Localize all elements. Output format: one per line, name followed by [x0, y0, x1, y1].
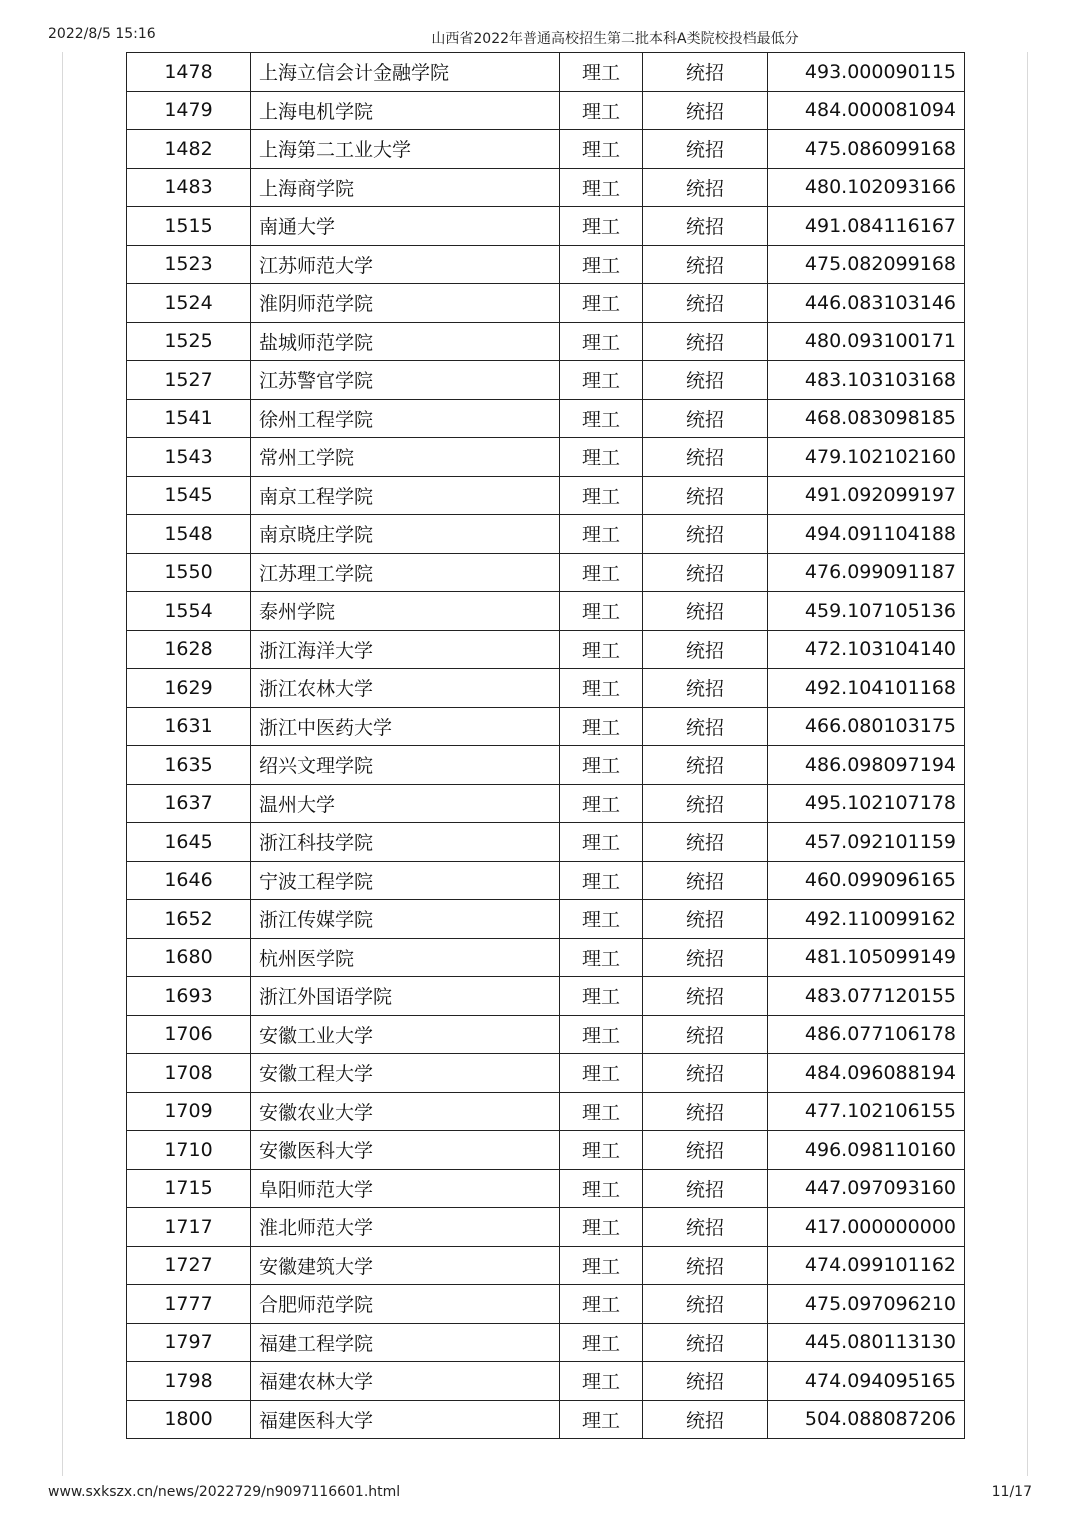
category-cell: 理工: [560, 1054, 643, 1093]
school-name-cell: 泰州学院: [251, 592, 560, 631]
category-cell: 理工: [560, 592, 643, 631]
min-score-cell: 492.104101168: [768, 669, 965, 708]
school-code-cell: 1482: [127, 130, 251, 169]
school-code-cell: 1483: [127, 168, 251, 207]
category-cell: 理工: [560, 1323, 643, 1362]
admission-type-cell: 统招: [643, 53, 768, 92]
school-name-cell: 江苏警官学院: [251, 361, 560, 400]
min-score-cell: 480.093100171: [768, 322, 965, 361]
school-name-cell: 温州大学: [251, 784, 560, 823]
school-name-cell: 宁波工程学院: [251, 861, 560, 900]
table-row: [127, 438, 965, 477]
admission-type-cell: 统招: [643, 438, 768, 477]
table-row: [127, 1285, 965, 1324]
table-row: [127, 53, 965, 92]
table-row: [127, 130, 965, 169]
school-code-cell: 1554: [127, 592, 251, 631]
table-row: [127, 1362, 965, 1401]
min-score-cell: 445.080113130: [768, 1323, 965, 1362]
school-name-cell: 合肥师范学院: [251, 1285, 560, 1324]
min-score-cell: 477.102106155: [768, 1092, 965, 1131]
school-code-cell: 1479: [127, 91, 251, 130]
admission-type-cell: 统招: [643, 207, 768, 246]
page-border-left: [62, 52, 63, 1476]
school-name-cell: 上海第二工业大学: [251, 130, 560, 169]
school-code-cell: 1709: [127, 1092, 251, 1131]
category-cell: 理工: [560, 91, 643, 130]
school-name-cell: 浙江海洋大学: [251, 630, 560, 669]
min-score-cell: 495.102107178: [768, 784, 965, 823]
table-row: [127, 1015, 965, 1054]
category-cell: 理工: [560, 438, 643, 477]
admission-type-cell: 统招: [643, 1169, 768, 1208]
school-code-cell: 1628: [127, 630, 251, 669]
table-row: [127, 515, 965, 554]
school-code-cell: 1706: [127, 1015, 251, 1054]
school-name-cell: 常州工学院: [251, 438, 560, 477]
category-cell: 理工: [560, 1015, 643, 1054]
admission-type-cell: 统招: [643, 1054, 768, 1093]
school-code-cell: 1543: [127, 438, 251, 477]
category-cell: 理工: [560, 900, 643, 939]
school-code-cell: 1710: [127, 1131, 251, 1170]
table-row: [127, 553, 965, 592]
admission-type-cell: 统招: [643, 322, 768, 361]
school-name-cell: 安徽工程大学: [251, 1054, 560, 1093]
table-row: [127, 284, 965, 323]
school-code-cell: 1525: [127, 322, 251, 361]
admission-type-cell: 统招: [643, 1246, 768, 1285]
admission-type-cell: 统招: [643, 630, 768, 669]
school-code-cell: 1797: [127, 1323, 251, 1362]
school-code-cell: 1717: [127, 1208, 251, 1247]
category-cell: 理工: [560, 1208, 643, 1247]
admission-type-cell: 统招: [643, 669, 768, 708]
min-score-cell: 474.094095165: [768, 1362, 965, 1401]
admission-type-cell: 统招: [643, 553, 768, 592]
min-score-cell: 484.000081094: [768, 91, 965, 130]
category-cell: 理工: [560, 1092, 643, 1131]
category-cell: 理工: [560, 322, 643, 361]
min-score-cell: 492.110099162: [768, 900, 965, 939]
category-cell: 理工: [560, 630, 643, 669]
min-score-cell: 483.103103168: [768, 361, 965, 400]
category-cell: 理工: [560, 53, 643, 92]
school-name-cell: 浙江农林大学: [251, 669, 560, 708]
school-code-cell: 1798: [127, 1362, 251, 1401]
school-name-cell: 浙江外国语学院: [251, 977, 560, 1016]
table-row: [127, 1131, 965, 1170]
category-cell: 理工: [560, 245, 643, 284]
category-cell: 理工: [560, 977, 643, 1016]
school-name-cell: 福建农林大学: [251, 1362, 560, 1401]
school-code-cell: 1524: [127, 284, 251, 323]
min-score-cell: 479.102102160: [768, 438, 965, 477]
table-row: [127, 746, 965, 785]
admission-type-cell: 统招: [643, 1285, 768, 1324]
table-row: [127, 207, 965, 246]
school-name-cell: 安徽医科大学: [251, 1131, 560, 1170]
min-score-cell: 459.107105136: [768, 592, 965, 631]
category-cell: 理工: [560, 130, 643, 169]
admission-type-cell: 统招: [643, 1208, 768, 1247]
admission-type-cell: 统招: [643, 592, 768, 631]
category-cell: 理工: [560, 861, 643, 900]
table-row: [127, 1092, 965, 1131]
category-cell: 理工: [560, 1246, 643, 1285]
category-cell: 理工: [560, 938, 643, 977]
admission-type-cell: 统招: [643, 515, 768, 554]
page-number: 11/17: [991, 1484, 1032, 1500]
category-cell: 理工: [560, 515, 643, 554]
school-code-cell: 1693: [127, 977, 251, 1016]
table-row: [127, 630, 965, 669]
category-cell: 理工: [560, 669, 643, 708]
admission-type-cell: 统招: [643, 284, 768, 323]
min-score-cell: 480.102093166: [768, 168, 965, 207]
school-name-cell: 绍兴文理学院: [251, 746, 560, 785]
min-score-cell: 504.088087206: [768, 1400, 965, 1439]
table-row: [127, 861, 965, 900]
table-row: [127, 476, 965, 515]
school-code-cell: 1652: [127, 900, 251, 939]
admission-type-cell: 统招: [643, 938, 768, 977]
category-cell: 理工: [560, 823, 643, 862]
school-name-cell: 安徽工业大学: [251, 1015, 560, 1054]
school-name-cell: 安徽建筑大学: [251, 1246, 560, 1285]
admission-type-cell: 统招: [643, 130, 768, 169]
school-code-cell: 1631: [127, 707, 251, 746]
admission-type-cell: 统招: [643, 1362, 768, 1401]
table-row: [127, 784, 965, 823]
admission-type-cell: 统招: [643, 1131, 768, 1170]
school-code-cell: 1523: [127, 245, 251, 284]
school-name-cell: 福建工程学院: [251, 1323, 560, 1362]
min-score-cell: 460.099096165: [768, 861, 965, 900]
admission-type-cell: 统招: [643, 476, 768, 515]
category-cell: 理工: [560, 1131, 643, 1170]
admission-type-cell: 统招: [643, 861, 768, 900]
category-cell: 理工: [560, 207, 643, 246]
school-code-cell: 1527: [127, 361, 251, 400]
category-cell: 理工: [560, 707, 643, 746]
document-title: 山西省2022年普通高校招生第二批本科A类院校投档最低分: [431, 31, 799, 47]
category-cell: 理工: [560, 746, 643, 785]
min-score-cell: 466.080103175: [768, 707, 965, 746]
table-row: [127, 168, 965, 207]
school-code-cell: 1629: [127, 669, 251, 708]
admission-type-cell: 统招: [643, 1015, 768, 1054]
table-row: [127, 399, 965, 438]
school-name-cell: 盐城师范学院: [251, 322, 560, 361]
school-code-cell: 1545: [127, 476, 251, 515]
school-code-cell: 1680: [127, 938, 251, 977]
category-cell: 理工: [560, 168, 643, 207]
school-name-cell: 浙江中医药大学: [251, 707, 560, 746]
school-code-cell: 1548: [127, 515, 251, 554]
school-code-cell: 1727: [127, 1246, 251, 1285]
min-score-cell: 474.099101162: [768, 1246, 965, 1285]
print-header: [0, 26, 1080, 46]
category-cell: 理工: [560, 553, 643, 592]
table-row: [127, 669, 965, 708]
table-row: [127, 1400, 965, 1439]
school-name-cell: 福建医科大学: [251, 1400, 560, 1439]
table-row: [127, 592, 965, 631]
min-score-cell: 494.091104188: [768, 515, 965, 554]
table-row: [127, 1323, 965, 1362]
min-score-cell: 472.103104140: [768, 630, 965, 669]
school-name-cell: 江苏师范大学: [251, 245, 560, 284]
school-name-cell: 浙江传媒学院: [251, 900, 560, 939]
school-code-cell: 1645: [127, 823, 251, 862]
admission-type-cell: 统招: [643, 1092, 768, 1131]
admission-type-cell: 统招: [643, 91, 768, 130]
min-score-cell: 486.098097194: [768, 746, 965, 785]
school-name-cell: 南通大学: [251, 207, 560, 246]
min-score-cell: 447.097093160: [768, 1169, 965, 1208]
school-name-cell: 淮北师范大学: [251, 1208, 560, 1247]
school-code-cell: 1478: [127, 53, 251, 92]
category-cell: 理工: [560, 784, 643, 823]
min-score-cell: 491.084116167: [768, 207, 965, 246]
school-code-cell: 1708: [127, 1054, 251, 1093]
min-score-cell: 483.077120155: [768, 977, 965, 1016]
category-cell: 理工: [560, 1362, 643, 1401]
print-date: 2022/8/5 15:16: [48, 26, 156, 42]
school-name-cell: 阜阳师范大学: [251, 1169, 560, 1208]
table-row: [127, 91, 965, 130]
table-row: [127, 938, 965, 977]
admission-type-cell: 统招: [643, 977, 768, 1016]
school-code-cell: 1637: [127, 784, 251, 823]
table-row: [127, 823, 965, 862]
school-name-cell: 徐州工程学院: [251, 399, 560, 438]
school-code-cell: 1777: [127, 1285, 251, 1324]
school-name-cell: 浙江科技学院: [251, 823, 560, 862]
min-score-cell: 476.099091187: [768, 553, 965, 592]
source-url: www.sxkszx.cn/news/2022729/n9097116601.html: [48, 1484, 401, 1500]
admission-type-cell: 统招: [643, 784, 768, 823]
table-row: [127, 322, 965, 361]
min-score-cell: 493.000090115: [768, 53, 965, 92]
admission-type-cell: 统招: [643, 1323, 768, 1362]
table-row: [127, 1169, 965, 1208]
school-name-cell: 上海立信会计金融学院: [251, 53, 560, 92]
min-score-cell: 446.083103146: [768, 284, 965, 323]
min-score-cell: 475.086099168: [768, 130, 965, 169]
admission-scores-table: [126, 52, 965, 1439]
min-score-cell: 475.082099168: [768, 245, 965, 284]
category-cell: 理工: [560, 476, 643, 515]
category-cell: 理工: [560, 1169, 643, 1208]
min-score-cell: 486.077106178: [768, 1015, 965, 1054]
admission-type-cell: 统招: [643, 746, 768, 785]
table-row: [127, 1208, 965, 1247]
category-cell: 理工: [560, 1400, 643, 1439]
admission-type-cell: 统招: [643, 1400, 768, 1439]
page-border-right: [1027, 52, 1028, 1476]
min-score-cell: 417.000000000: [768, 1208, 965, 1247]
table-row: [127, 977, 965, 1016]
admission-type-cell: 统招: [643, 823, 768, 862]
min-score-cell: 475.097096210: [768, 1285, 965, 1324]
min-score-cell: 491.092099197: [768, 476, 965, 515]
school-name-cell: 杭州医学院: [251, 938, 560, 977]
print-footer: [0, 1484, 1080, 1504]
school-name-cell: 江苏理工学院: [251, 553, 560, 592]
admission-type-cell: 统招: [643, 399, 768, 438]
school-name-cell: 上海电机学院: [251, 91, 560, 130]
min-score-cell: 481.105099149: [768, 938, 965, 977]
school-name-cell: 南京工程学院: [251, 476, 560, 515]
school-code-cell: 1635: [127, 746, 251, 785]
school-name-cell: 上海商学院: [251, 168, 560, 207]
school-code-cell: 1550: [127, 553, 251, 592]
table-body: [127, 53, 965, 1439]
admission-type-cell: 统招: [643, 168, 768, 207]
admission-type-cell: 统招: [643, 900, 768, 939]
admission-type-cell: 统招: [643, 707, 768, 746]
table-row: [127, 361, 965, 400]
table-row: [127, 707, 965, 746]
admission-type-cell: 统招: [643, 245, 768, 284]
min-score-cell: 457.092101159: [768, 823, 965, 862]
table-row: [127, 900, 965, 939]
table-row: [127, 1054, 965, 1093]
category-cell: 理工: [560, 1285, 643, 1324]
min-score-cell: 496.098110160: [768, 1131, 965, 1170]
category-cell: 理工: [560, 284, 643, 323]
min-score-cell: 468.083098185: [768, 399, 965, 438]
school-code-cell: 1515: [127, 207, 251, 246]
school-name-cell: 安徽农业大学: [251, 1092, 560, 1131]
table-row: [127, 1246, 965, 1285]
school-code-cell: 1541: [127, 399, 251, 438]
school-code-cell: 1646: [127, 861, 251, 900]
school-name-cell: 淮阴师范学院: [251, 284, 560, 323]
school-code-cell: 1800: [127, 1400, 251, 1439]
category-cell: 理工: [560, 399, 643, 438]
table-row: [127, 245, 965, 284]
min-score-cell: 484.096088194: [768, 1054, 965, 1093]
admission-type-cell: 统招: [643, 361, 768, 400]
school-name-cell: 南京晓庄学院: [251, 515, 560, 554]
school-code-cell: 1715: [127, 1169, 251, 1208]
category-cell: 理工: [560, 361, 643, 400]
